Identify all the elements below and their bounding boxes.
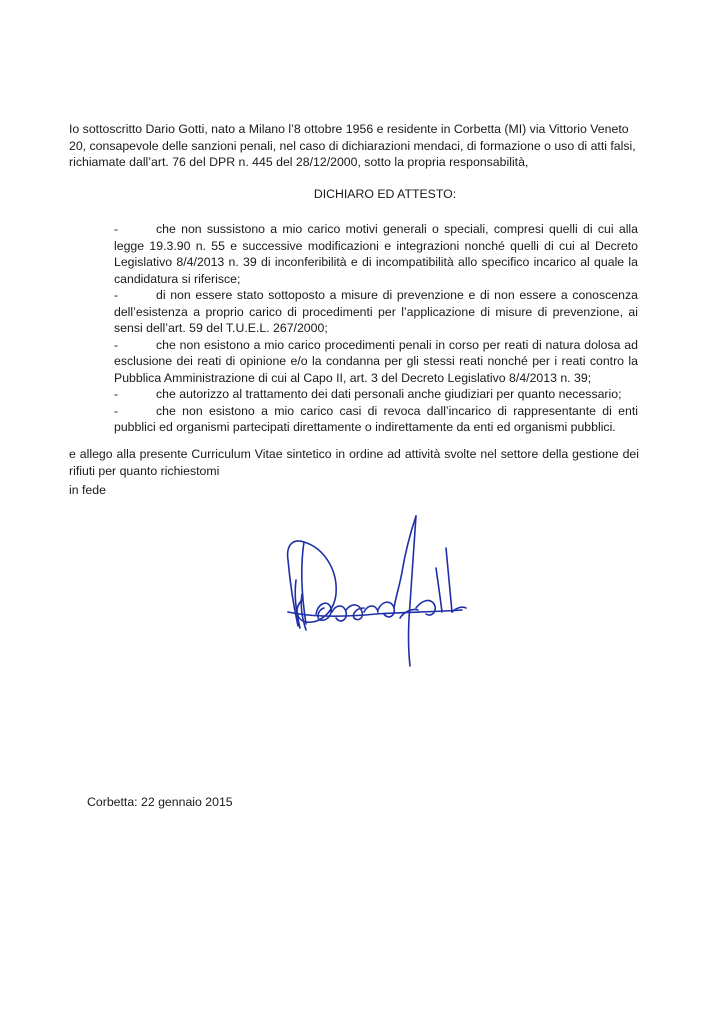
bullet-dash: -	[114, 387, 119, 401]
declaration-text: che non esistono a mio carico casi di revoca dall’incarico di rappresentante di enti pubblici ed organismi partecipati direttamente o indirettamente da enti ed organismi pubblici.	[114, 403, 638, 434]
place-date: Corbetta: 22 gennaio 2015	[87, 795, 233, 809]
intro-paragraph: Io sottoscritto Dario Gotti, nato a Milano l’8 ottobre 1956 e residente in Corbetta (MI) via Vittorio Veneto 20, consapevole delle sanzioni penali, nel caso di dichiarazioni mendaci, di formazione o uso di atti falsi, richiamate dall’art. 76 del DPR n. 445 del 28/12/2000, sotto la propria responsabilità,	[69, 122, 636, 169]
declaration-item	[114, 221, 638, 287]
declaration-list	[114, 221, 638, 436]
declaration-heading: DICHIARO ED ATTESTO:	[313, 187, 457, 201]
bullet-dash: -	[114, 222, 119, 236]
closing-paragraph: e allego alla presente Curriculum Vitae sintetico in ordine ad attività svolte nel settore della gestione dei rifiuti per quanto richiestomi	[69, 447, 639, 478]
bullet-dash: -	[114, 288, 119, 302]
declaration-text: di non essere stato sottoposto a misure di prevenzione e di non essere a conoscenza dell’esistenza a proprio carico di procedimenti per l’applicazione di misure di prevenzione, ai sensi dell’art. 59 del T.U.E.L. 267/2000;	[114, 288, 638, 335]
declaration-text: che non sussistono a mio carico motivi generali o speciali, compresi quelli di cui alla legge 19.3.90 n. 55 e successive modificazioni e integrazioni nonché quelli di cui al Decreto Legislativo 8/4/2013 n. 39 di inconferibilità e di incompatibilità allo specifico incarico al quale la candidatura si riferisce;	[114, 222, 638, 286]
bullet-dash: -	[114, 403, 119, 418]
handwritten-signature	[276, 508, 472, 670]
declaration-text: che autorizzo al trattamento dei dati personali anche giudiziari per quanto necessario;	[156, 387, 622, 401]
declaration-item	[114, 337, 638, 387]
declaration-item	[114, 403, 638, 436]
declaration-item	[114, 287, 638, 337]
sign-off-text: in fede	[69, 483, 106, 497]
declaration-text: che non esistono a mio carico procedimenti penali in corso per reati di natura dolosa ad esclusione dei reati di opinione e/o la condanna per gli stessi reati nonché per i reati contro la Pubblica Amministrazione di cui al Capo II, art. 3 del Decreto Legislativo 8/4/2013 n. 39;	[114, 337, 638, 385]
bullet-dash: -	[114, 337, 119, 352]
declaration-item	[114, 386, 638, 403]
